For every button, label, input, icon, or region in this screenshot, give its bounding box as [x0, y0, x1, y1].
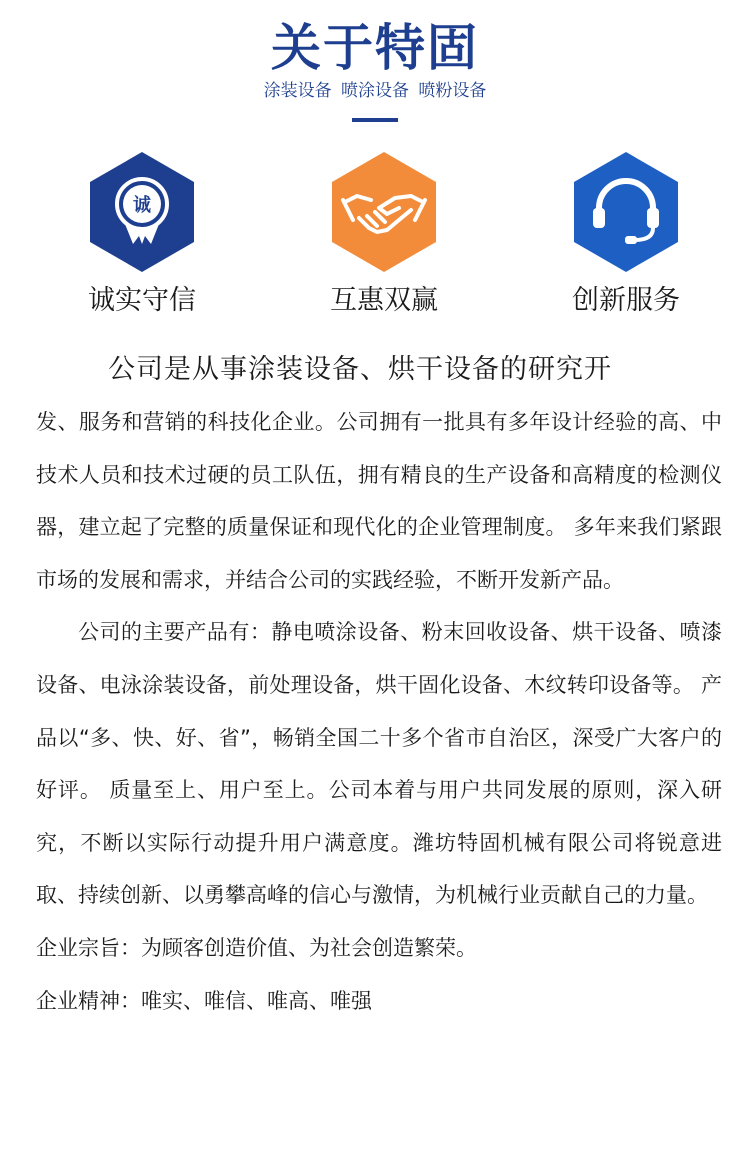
headset-icon	[571, 150, 681, 274]
badge-text: 诚	[133, 195, 151, 216]
value-win-win	[284, 150, 484, 318]
page-subtitle: 涂装设备 喷涂设备 喷粉设备	[263, 81, 487, 101]
value-innovation	[526, 150, 726, 318]
page-title: 关于特固	[271, 19, 479, 77]
intro-body: 发、服务和营销的科技化企业。公司拥有一批具有多年设计经验的高、中技术人员和技术过硬的员工队伍，拥有精良的生产设备和高精度的检测仪器，建立起了完整的质量保证和现代化的企业管理制度。 多年来我们紧跟市场的发展和需求，并结合公司的实践经验，不断开发新产品。	[36, 410, 722, 592]
products-paragraph: 公司的主要产品有：静电喷涂设备、粉末回收设备、烘干设备、喷漆设备、电泳涂装设备，前处理设备，烘干固化设备、木纹转印设备等。 产品以“多、快、好、省”，畅销全国二十多个省市自治区，深受广大客户的好评。 质量至上、用户至上。公司本着与用户共同发展的原则，深入研究，不断以实际行动提升用户满意度。潍坊特固机械有限公司将锐意进取、持续创新、以勇攀高峰的信心与激情，为机械行业贡献自己的力量。	[36, 620, 722, 908]
core-values	[0, 150, 750, 330]
company-spirit: 企业精神：唯实、唯信、唯高、唯强	[36, 988, 372, 1013]
handshake-icon	[329, 150, 439, 274]
value-label: 诚实守信	[88, 285, 196, 316]
intro-paragraph	[36, 344, 722, 606]
integrity-badge-icon	[87, 150, 197, 274]
company-purpose: 企业宗旨：为顾客创造价值、为社会创造繁荣。	[36, 935, 477, 960]
value-integrity	[42, 150, 242, 318]
value-label: 互惠双赢	[330, 285, 438, 316]
intro-lead: 公司是从事涂装设备、烘干设备的研究开	[108, 354, 612, 385]
title-divider	[352, 118, 398, 122]
company-intro	[36, 344, 722, 1027]
value-label: 创新服务	[572, 285, 680, 316]
